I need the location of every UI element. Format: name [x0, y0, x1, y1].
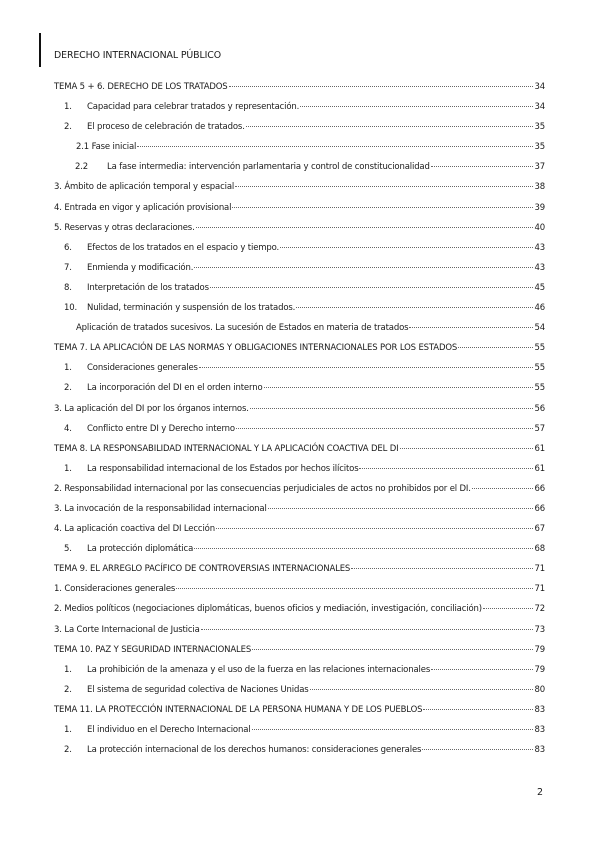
toc-entry-page: 83: [534, 725, 545, 735]
toc-entry-page: 73: [534, 624, 545, 635]
toc-entry[interactable]: [54, 77, 545, 97]
toc-entry-title: 4. La aplicación coactiva del DI Lección: [54, 524, 215, 535]
toc-entry-page: 55: [534, 383, 545, 394]
toc-entry-title: Conflicto entre DI y Derecho interno: [87, 423, 235, 434]
toc-entry-title: 4. Entrada en vigor y aplicación provisional: [54, 202, 232, 213]
toc-dot-leader: [250, 408, 534, 409]
toc-entry-title: 2.1 Fase inicial: [76, 142, 137, 153]
toc-dot-leader: [232, 207, 533, 208]
toc-entry-title: TEMA 10. PAZ Y SEGURIDAD INTERNACIONALES: [54, 644, 252, 655]
toc-entry[interactable]: [54, 680, 545, 700]
toc-entry-number: 2.: [64, 122, 72, 133]
toc-entry-title: Enmienda y modificación.: [87, 262, 194, 273]
toc-entry-title: El sistema de seguridad colectiva de Naciones Unidas: [87, 684, 309, 695]
toc-entry-page: 71: [534, 584, 545, 595]
toc-entry[interactable]: [54, 539, 545, 559]
toc-dot-leader: [236, 428, 534, 429]
toc-entry-number: 1.: [64, 725, 72, 735]
toc-entry[interactable]: [54, 378, 545, 398]
toc-entry-title: TEMA 5 + 6. DERECHO DE LOS TRATADOS: [54, 82, 228, 92]
toc-entry-title: 1. Consideraciones generales: [54, 584, 176, 595]
toc-entry-page: 55: [534, 363, 545, 374]
toc-entry[interactable]: [54, 599, 545, 619]
toc-dot-leader: [264, 387, 534, 388]
toc-entry-page: 61: [534, 463, 545, 474]
toc-dot-leader: [199, 367, 534, 368]
toc-entry[interactable]: [54, 358, 545, 378]
toc-dot-leader: [422, 749, 533, 750]
toc-entry-number: 2.: [64, 745, 72, 756]
toc-entry[interactable]: [54, 459, 545, 479]
toc-entry[interactable]: [54, 559, 545, 579]
toc-dot-leader: [252, 729, 534, 730]
toc-entry-title: La protección internacional de los derechos humanos: consideraciones generales: [87, 745, 422, 756]
toc-entry[interactable]: [54, 439, 545, 459]
toc-entry-page: 71: [534, 564, 545, 575]
toc-entry-title: TEMA 8. LA RESPONSABILIDAD INTERNACIONAL Y LA APLICACIÓN COACTIVA DEL DI: [54, 443, 399, 454]
toc-dot-leader: [246, 126, 534, 127]
toc-dot-leader: [409, 327, 533, 328]
toc-dot-leader: [359, 468, 533, 469]
toc-entry[interactable]: [54, 258, 545, 278]
toc-entry-number: 1.: [64, 463, 72, 474]
toc-entry[interactable]: [54, 399, 545, 419]
toc-entry[interactable]: [54, 157, 545, 177]
toc-dot-leader: [472, 488, 534, 489]
toc-entry-page: 72: [534, 604, 545, 615]
toc-entry-title: TEMA 11. LA PROTECCIÓN INTERNACIONAL DE LA PERSONA HUMANA Y DE LOS PUEBLOS: [54, 704, 423, 715]
toc-dot-leader: [431, 669, 533, 670]
toc-dot-leader: [176, 588, 533, 589]
toc-dot-leader: [483, 608, 534, 609]
toc-dot-leader: [252, 649, 533, 650]
toc-entry-title: Efectos de los tratados en el espacio y tiempo.: [87, 242, 280, 253]
toc-entry-title: TEMA 7. LA APLICACIÓN DE LAS NORMAS Y OBLIGACIONES INTERNACIONALES POR LOS ESTADOS: [54, 343, 458, 354]
toc-entry[interactable]: [54, 579, 545, 599]
toc-entry[interactable]: [54, 117, 545, 137]
toc-entry-page: 55: [534, 343, 545, 354]
toc-entry[interactable]: [54, 137, 545, 157]
toc-entry-page: 34: [534, 82, 545, 92]
toc-entry-page: 35: [534, 142, 545, 153]
toc-dot-leader: [280, 247, 533, 248]
toc-entry[interactable]: [54, 620, 545, 640]
header-rule: [39, 33, 41, 67]
toc-entry-page: 61: [534, 443, 545, 454]
toc-dot-leader: [137, 146, 533, 147]
toc-entry[interactable]: [54, 419, 545, 439]
toc-entry-number: 2.2: [75, 162, 89, 173]
toc-entry-title: 3. La invocación de la responsabilidad internacional: [54, 503, 267, 514]
toc-entry-title: 2. Medios políticos (negociaciones diplomáticas, buenos oficios y mediación, investigación, conciliación): [54, 604, 482, 615]
toc-entry-title: Capacidad para celebrar tratados y representación.: [87, 102, 300, 113]
toc-entry-page: 83: [534, 704, 545, 715]
toc-entry-number: 5.: [64, 544, 72, 555]
toc-entry[interactable]: [54, 479, 545, 499]
toc-entry-number: 6.: [64, 242, 72, 253]
toc-entry-title: 3. Ámbito de aplicación temporal y espacial: [54, 182, 235, 193]
toc-dot-leader: [458, 347, 533, 348]
toc-entry-page: 79: [534, 644, 545, 655]
toc-entry-page: 67: [534, 524, 545, 535]
toc-entry-page: 83: [534, 745, 545, 756]
toc-entry-page: 45: [534, 282, 545, 293]
toc-entry[interactable]: [54, 278, 545, 298]
toc-entry-page: 40: [534, 222, 545, 233]
toc-dot-leader: [310, 689, 534, 690]
toc-entry-title: 3. La aplicación del DI por los órganos internos.: [54, 403, 249, 414]
toc-entry[interactable]: [54, 720, 545, 740]
toc-entry-title: 5. Reservas y otras declaraciones.: [54, 222, 195, 233]
toc-entry-page: 38: [534, 182, 545, 193]
toc-entry-title: La incorporación del DI en el orden interno: [87, 383, 263, 394]
toc-entry[interactable]: [54, 198, 545, 218]
toc-entry-page: 37: [534, 162, 545, 173]
toc-entry-title: TEMA 9. EL ARREGLO PACÍFICO DE CONTROVERSIAS INTERNACIONALES: [54, 564, 351, 575]
toc-entry[interactable]: [54, 298, 545, 318]
toc-entry-title: La protección diplomática: [87, 544, 194, 555]
toc-entry-title: Consideraciones generales: [87, 363, 198, 374]
toc-entry-page: 54: [534, 323, 545, 334]
toc-entry-number: 2.: [64, 684, 72, 695]
toc-entry-title: 3. La Corte Internacional de Justicia: [54, 624, 200, 635]
toc-entry[interactable]: [54, 318, 545, 338]
toc-entry-number: 8.: [64, 282, 72, 293]
toc-entry-page: 56: [534, 403, 545, 414]
toc-dot-leader: [196, 227, 534, 228]
toc-entry-number: 1.: [64, 363, 72, 374]
toc-entry-number: 2.: [64, 383, 72, 394]
toc-entry-number: 1.: [64, 102, 72, 113]
toc-entry-title: La fase intermedia: intervención parlamentaria y control de constitucionalidad: [107, 162, 430, 173]
table-of-contents: [54, 77, 545, 760]
toc-dot-leader: [300, 106, 533, 107]
toc-entry-page: 68: [534, 544, 545, 555]
page-number: 2: [537, 787, 544, 798]
toc-entry[interactable]: [54, 640, 545, 660]
toc-entry-page: 39: [534, 202, 545, 213]
toc-dot-leader: [400, 448, 534, 449]
toc-entry-page: 35: [534, 122, 545, 133]
toc-entry[interactable]: [54, 519, 545, 539]
toc-entry-number: 10.: [64, 303, 78, 314]
toc-entry[interactable]: [54, 177, 545, 197]
toc-entry[interactable]: [54, 740, 545, 760]
toc-dot-leader: [201, 629, 534, 630]
toc-entry-title: Nulidad, terminación y suspensión de los tratados.: [87, 303, 296, 314]
toc-entry[interactable]: [54, 218, 545, 238]
toc-entry-page: 66: [534, 503, 545, 514]
toc-entry-title: El proceso de celebración de tratados.: [87, 122, 245, 133]
toc-dot-leader: [268, 508, 534, 509]
toc-entry-title: La prohibición de la amenaza y el uso de la fuerza en las relaciones internacionales: [87, 664, 431, 675]
toc-dot-leader: [296, 307, 533, 308]
toc-entry-page: 46: [534, 303, 545, 314]
toc-dot-leader: [194, 548, 533, 549]
toc-dot-leader: [423, 709, 533, 710]
toc-dot-leader: [351, 568, 533, 569]
toc-entry-title: Interpretación de los tratados: [87, 282, 209, 293]
toc-entry-title: La responsabilidad internacional de los Estados por hechos ilícitos: [87, 463, 359, 474]
toc-entry[interactable]: [54, 660, 545, 680]
toc-entry[interactable]: [54, 238, 545, 258]
toc-entry-page: 43: [534, 262, 545, 273]
toc-entry[interactable]: [54, 700, 545, 720]
toc-entry-page: 57: [534, 423, 545, 434]
toc-dot-leader: [229, 86, 534, 87]
toc-dot-leader: [216, 528, 534, 529]
toc-entry-page: 34: [534, 102, 545, 113]
toc-entry[interactable]: [54, 338, 545, 358]
toc-entry-title: 2. Responsabilidad internacional por las consecuencias perjudiciales de actos no prohibidos por el DI.: [54, 483, 471, 494]
toc-dot-leader: [210, 287, 534, 288]
toc-entry-page: 43: [534, 242, 545, 253]
toc-entry-number: 7.: [64, 262, 72, 273]
toc-entry-title: Aplicación de tratados sucesivos. La sucesión de Estados en materia de tratados: [76, 323, 409, 334]
toc-entry-page: 80: [534, 684, 545, 695]
toc-dot-leader: [194, 267, 533, 268]
toc-entry[interactable]: [54, 499, 545, 519]
toc-entry-number: 4.: [64, 423, 72, 434]
toc-entry-page: 79: [534, 664, 545, 675]
document-title: DERECHO INTERNACIONAL PÚBLICO: [54, 50, 222, 61]
toc-entry-number: 1.: [64, 664, 72, 675]
toc-entry-page: 66: [534, 483, 545, 494]
toc-dot-leader: [235, 186, 533, 187]
toc-entry[interactable]: [54, 97, 545, 117]
toc-dot-leader: [431, 166, 534, 167]
toc-entry-title: El individuo en el Derecho Internacional: [87, 725, 251, 735]
